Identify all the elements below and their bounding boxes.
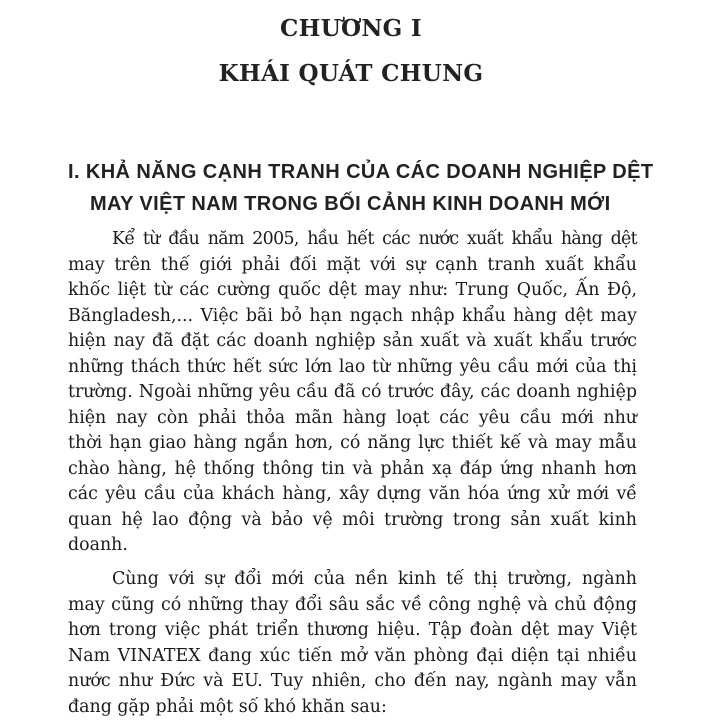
paragraph-line: quan hệ lao động và bảo vệ môi trường trong sản xuất kinh xyxy=(68,509,637,530)
paragraph-line: đang gặp phải một số khó khăn sau: xyxy=(68,696,387,717)
paragraph-line: Băngladesh,... Việc bãi bỏ hạn ngạch nhập khẩu hàng dệt may xyxy=(68,305,637,326)
paragraph-line: những thách thức hết sức lớn lao từ những yêu cầu mới của thị xyxy=(68,356,637,377)
paragraph-line: khốc liệt từ các cường quốc dệt may như: Trung Quốc, Ấn Độ, xyxy=(68,280,637,300)
paragraph-line: Kể từ đầu năm 2005, hầu hết các nước xuất khẩu hàng dệt xyxy=(112,229,637,249)
paragraph-line: hiện nay đã đặt các doanh nghiệp sản xuất và xuất khẩu trước xyxy=(68,331,637,351)
paragraph-line: các yêu cầu của khách hàng, xây dựng văn hóa ứng xử mới về xyxy=(68,484,637,504)
paragraph-line: hiện nay còn phải thỏa mãn hàng loạt các yêu cầu mới như xyxy=(68,407,637,428)
paragraph-line: chào hàng, hệ thống thông tin và phản xạ đáp ứng nhanh hơn xyxy=(68,458,637,479)
paragraph-line: may cũng có những thay đổi sâu sắc về công nghệ và chủ động xyxy=(68,594,637,615)
paragraph-line: doanh. xyxy=(68,535,128,555)
chapter-title: KHÁI QUÁT CHUNG xyxy=(218,60,484,87)
paragraph-line: Nam VINATEX đang xúc tiến mở văn phòng đại diện tại nhiều xyxy=(68,645,637,666)
paragraph-line: Cùng với sự đổi mới của nền kinh tế thị trường, ngành xyxy=(112,569,637,589)
chapter-number: CHƯƠNG I xyxy=(280,15,422,42)
section-heading xyxy=(68,156,668,220)
section-heading-line: I. KHẢ NĂNG CẠNH TRANH CỦA CÁC DOANH NGHIỆP DỆT xyxy=(68,161,654,183)
paragraph-line: may trên thế giới phải đối mặt với sự cạnh tranh xuất khẩu xyxy=(68,254,637,275)
paragraph xyxy=(68,227,637,559)
section-heading-line: MAY VIỆT NAM TRONG BỐI CẢNH KINH DOANH MỚI xyxy=(90,193,611,215)
paragraph-line: thời hạn giao hàng ngắn hơn, có năng lực thiết kế và may mẫu xyxy=(68,433,637,453)
paragraph xyxy=(68,567,637,720)
paragraph-line: nước như Đức và EU. Tuy nhiên, cho đến nay, ngành may vẫn xyxy=(68,671,637,691)
paragraph-line: hơn trong việc phát triển thương hiệu. Tập đoàn dệt may Việt xyxy=(68,620,637,640)
paragraph-line: trường. Ngoài những yêu cầu đã có trước đây, các doanh nghiệp xyxy=(68,382,637,402)
